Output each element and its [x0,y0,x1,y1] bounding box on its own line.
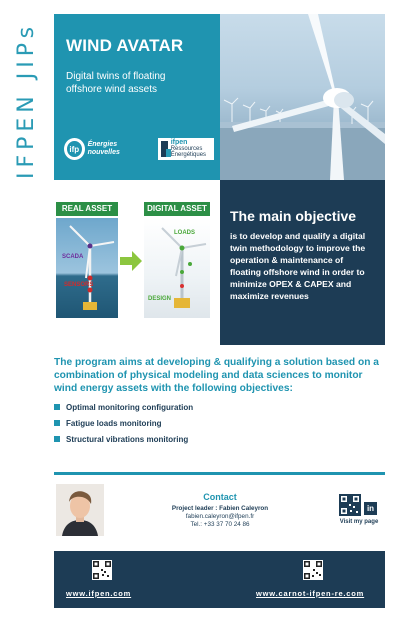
wind-turbine-illustration [220,14,385,180]
list-item: Fatigue loads monitoring [54,415,385,431]
objectives-list [54,399,385,447]
ifpen-resources-logo [158,138,214,160]
hero-title: WIND AVATAR [66,36,184,55]
loads-tag: LOADS [174,230,195,236]
contact-phone: Tel.: +33 37 70 24 86 [190,521,250,528]
scada-tag: SCADA [62,254,84,260]
linkedin-qr-code [339,494,361,516]
asset-diagram [54,202,220,320]
contact-block [150,492,290,529]
carnot-qr-code [303,560,323,580]
real-asset-image [56,218,118,318]
energies-logo-text: Énergies nouvelles [87,141,120,156]
visit-my-page-link[interactable]: Visit my page [339,519,379,525]
list-item: Structural vibrations monitoring [54,431,385,447]
objective-heading: The main objective [230,208,357,224]
project-leader-name: Project leader : Fabien Caleyron [171,505,269,512]
carnot-website-link[interactable]: www.carnot-ifpen-re.com [256,589,365,598]
design-tag: DESIGN [148,296,172,302]
side-title [6,14,48,186]
ifp-ring-icon: ifp [64,138,85,160]
ifpen-mark-icon [161,141,168,157]
side-title-text: IFPEN JIPs [14,21,40,179]
ifpen-qr-code [92,560,112,580]
hero-subtitle: Digital twins of floating offshore wind assets [66,71,166,95]
main-objective-panel [220,180,385,345]
project-leader-photo [56,484,104,536]
bullet-square-icon [54,404,60,410]
real-asset-label: REAL ASSET [56,202,118,216]
bullet-square-icon [54,436,60,442]
ifpen-logo-name: ifpen [170,139,188,146]
wind-farm-photo [220,14,385,180]
bullet-square-icon [54,420,60,426]
energies-nouvelles-logo [64,138,146,160]
ifpen-logo-tagline: Ressources Énergétiques [170,146,207,158]
arrow-right-icon [120,250,142,272]
footer [54,551,385,608]
linkedin-icon[interactable]: in [364,502,377,515]
partner-logos [64,134,214,164]
program-lead: The program aims at developing & qualifying a solution based on a combination of physical modeling and data sciences to monitor wind energy assets with the following objectives: [54,357,379,394]
hero-panel [54,14,220,180]
section-divider [54,472,385,475]
digital-asset-label: DIGITAL ASSET [144,202,210,216]
program-section [54,356,385,447]
ifpen-website-link[interactable]: www.ifpen.com [66,589,132,598]
list-item: Optimal monitoring configuration [54,399,385,415]
objective-body: is to develop and qualify a digital twin methodology to improve the operation & maintenance of floating offshore wind in order to minimize OPEX & CAPEX and maximize revenues [230,231,366,301]
contact-email[interactable]: fabien.caleyron@ifpen.fr [185,513,255,520]
contact-title: Contact [203,492,237,502]
digital-asset-image [144,218,210,318]
sensors-tag: SENSORS [64,282,94,288]
